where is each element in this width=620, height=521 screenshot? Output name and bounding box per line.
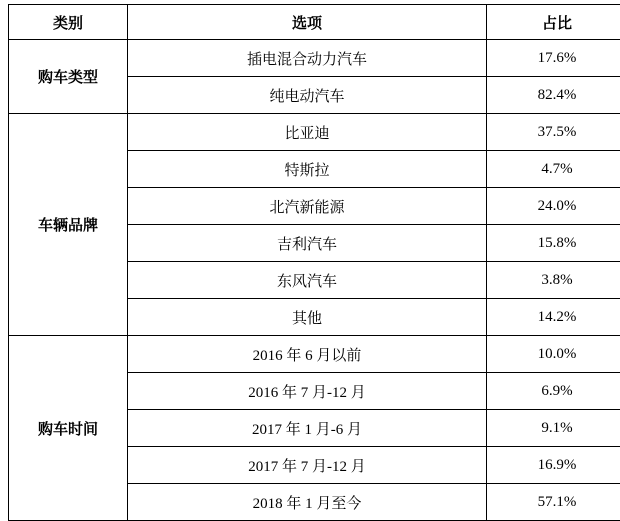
percent-cell: 15.8% — [487, 225, 620, 262]
option-cell: 2016 年 7 月-12 月 — [128, 373, 487, 410]
table-header-row — [9, 5, 620, 40]
percent-cell: 4.7% — [487, 151, 620, 188]
percent-cell: 3.8% — [487, 262, 620, 299]
option-cell: 纯电动汽车 — [128, 77, 487, 114]
option-cell: 2018 年 1 月至今 — [128, 484, 487, 521]
category-cell-purchase-type: 购车类型 — [9, 40, 128, 114]
option-cell: 其他 — [128, 299, 487, 336]
survey-statistics-table — [8, 4, 620, 521]
percent-cell: 14.2% — [487, 299, 620, 336]
percent-cell: 17.6% — [487, 40, 620, 77]
percent-cell: 9.1% — [487, 410, 620, 447]
table-row — [9, 114, 620, 151]
header-option: 选项 — [128, 5, 487, 40]
option-cell: 东风汽车 — [128, 262, 487, 299]
option-cell: 北汽新能源 — [128, 188, 487, 225]
option-cell: 特斯拉 — [128, 151, 487, 188]
table-row — [9, 336, 620, 373]
percent-cell: 57.1% — [487, 484, 620, 521]
option-cell: 2016 年 6 月以前 — [128, 336, 487, 373]
category-cell-vehicle-brand: 车辆品牌 — [9, 114, 128, 336]
percent-cell: 37.5% — [487, 114, 620, 151]
header-category: 类别 — [9, 5, 128, 40]
option-cell: 比亚迪 — [128, 114, 487, 151]
percent-cell: 6.9% — [487, 373, 620, 410]
option-cell: 2017 年 1 月-6 月 — [128, 410, 487, 447]
category-cell-purchase-time: 购车时间 — [9, 336, 128, 521]
option-cell: 插电混合动力汽车 — [128, 40, 487, 77]
percent-cell: 10.0% — [487, 336, 620, 373]
percent-cell: 24.0% — [487, 188, 620, 225]
percent-cell: 16.9% — [487, 447, 620, 484]
option-cell: 2017 年 7 月-12 月 — [128, 447, 487, 484]
option-cell: 吉利汽车 — [128, 225, 487, 262]
percent-cell: 82.4% — [487, 77, 620, 114]
table-row — [9, 40, 620, 77]
header-percent: 占比 — [487, 5, 620, 40]
